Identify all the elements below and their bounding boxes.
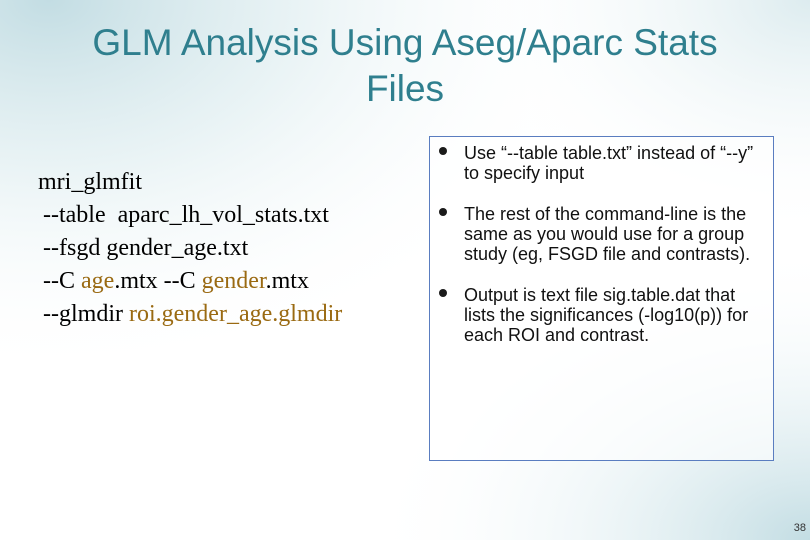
bullet-box bbox=[429, 136, 774, 461]
command-accent-glmdir: roi.gender_age.glmdir bbox=[128, 301, 343, 327]
command-text: .mtx bbox=[265, 268, 309, 294]
command-line-2: --table aparc_lh_vol_stats.txt bbox=[43, 202, 329, 228]
bullet-text: Output is text file sig.table.dat that lists the significances (-log10(p)) for each ROI and contrast. bbox=[464, 285, 749, 345]
command-line-4 bbox=[38, 265, 408, 298]
command-example bbox=[38, 166, 408, 331]
bullet-dot-icon bbox=[439, 289, 447, 297]
bullet-item bbox=[430, 285, 773, 345]
bullet-text: Use “--table table.txt” instead of “--y” to specify input bbox=[464, 143, 754, 183]
command-line-1: mri_glmfit bbox=[38, 169, 142, 195]
bullet-text: The rest of the command-line is the same as you would use for a group study (eg, FSGD file and contrasts). bbox=[464, 204, 751, 264]
command-text: --C bbox=[43, 268, 81, 294]
bullet-item bbox=[430, 143, 773, 183]
slide-title-line-2: Files bbox=[365, 68, 445, 109]
command-accent-gender: gender bbox=[201, 268, 266, 294]
command-line-5 bbox=[38, 298, 408, 331]
slide-title-line-1: GLM Analysis Using Aseg/Aparc Stats bbox=[92, 22, 718, 63]
command-accent-age: age bbox=[81, 268, 115, 294]
command-text: .mtx --C bbox=[114, 268, 202, 294]
bullet-dot-icon bbox=[439, 147, 447, 155]
bullet-item bbox=[430, 204, 773, 264]
slide-title bbox=[0, 20, 810, 112]
page-number: 38 bbox=[793, 522, 806, 534]
bullet-list bbox=[430, 143, 773, 345]
command-text: --glmdir bbox=[43, 301, 129, 327]
bullet-dot-icon bbox=[439, 208, 447, 216]
command-line-3: --fsgd gender_age.txt bbox=[43, 235, 249, 261]
